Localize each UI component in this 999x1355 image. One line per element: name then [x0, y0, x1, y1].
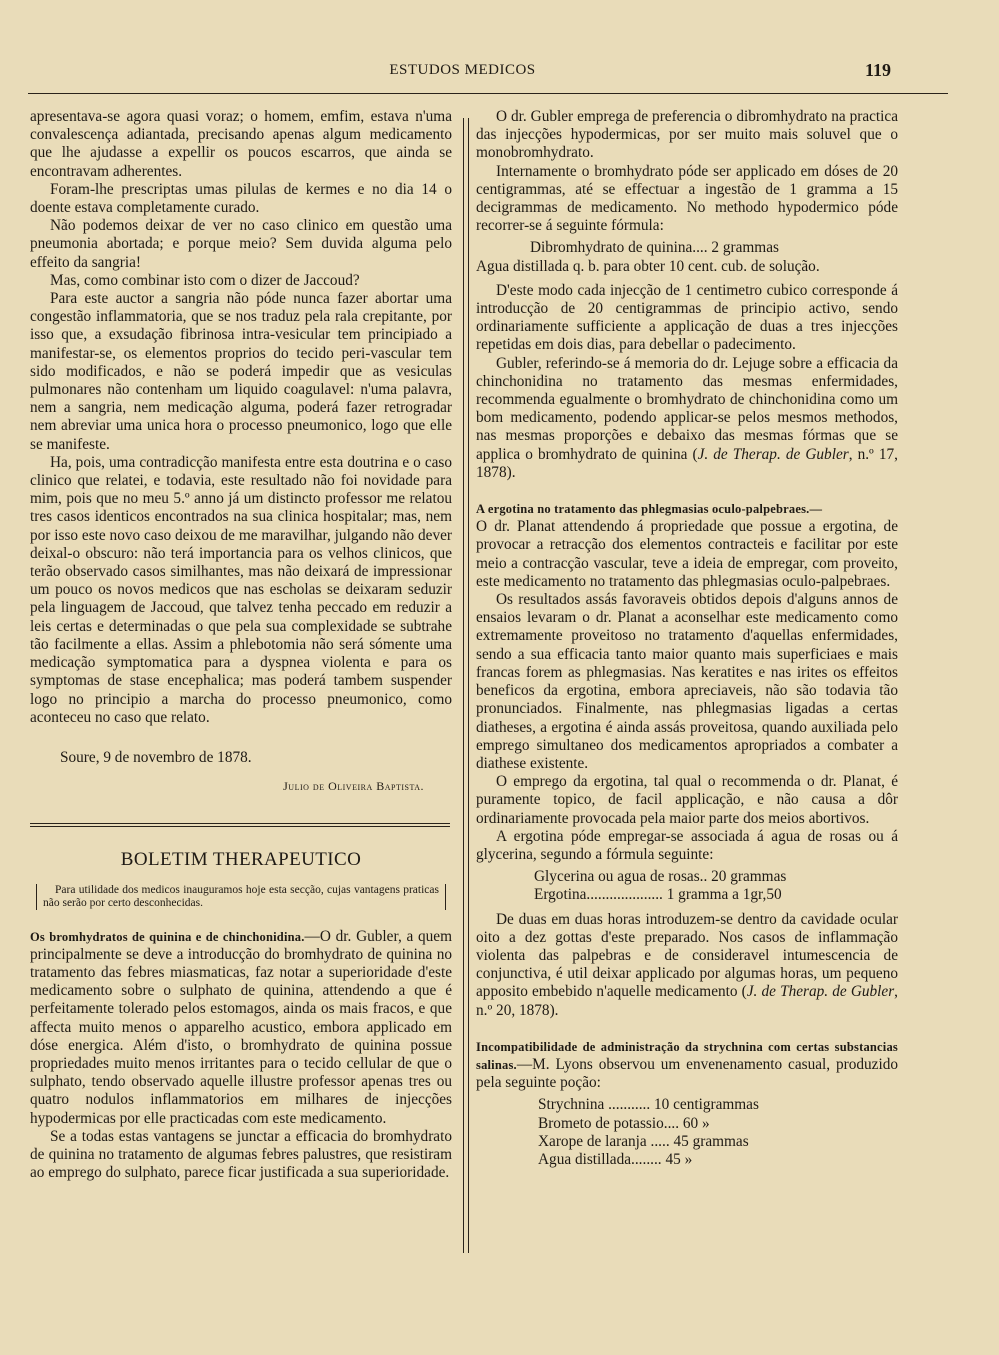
paragraph: Os resultados assás favoraveis obtidos depois d'alguns annos de ensaios levaram o dr. Planat a aconselhar este medicamento como extremamente proveitoso no tratamento d'aquellas enfermidades, sendo a sua efficacia tanto maior quanto mais superficiaes e mais francas forem as phlegmasias. Nas keratites e nas irites os effeitos beneficos da ergotina, embora apreciaveis, não são todavia tão pronunciados. Finalmente, nas phlegmasias ligadas a certas diatheses, a ergotina é ainda assás proveitosa, quando auxiliada pelo emprego simultaneo dos medicamentos apropriados a combater a diathese existente. — [476, 591, 898, 772]
paragraph: Mas, como combinar isto com o dizer de Jaccoud? — [50, 271, 360, 289]
paragraph: Foram-lhe prescriptas umas pilulas de kermes e no dia 14 o doente estava completamente curado. — [30, 180, 452, 217]
paragraph: O dr. Planat attendendo á propriedade que possue a ergotina, de provocar a retracção dos elementos contracteis e facilitar por este meio a contracção vascular, teve a ideia de empregar, com proveito, este medicamento no tratamento das phlegmasias oculo-palpebraes. — [476, 518, 898, 590]
article-paragraph — [30, 928, 452, 1128]
signoff-author: Julio de Oliveira Baptista. — [283, 779, 424, 794]
header-rule — [28, 93, 948, 94]
article-title: Os bromhydratos de quinina e de chinchonidina. — [30, 929, 305, 944]
formula — [476, 239, 898, 275]
right-column — [476, 108, 898, 1173]
article-text: —M. Lyons observou um envenenamento casual, produzido pela seguinte poção: — [476, 1055, 898, 1092]
column-divider — [463, 118, 469, 1253]
paragraph: Para este auctor a sangria não póde nunca fazer abortar uma congestão inflammatoria, que se nos traduz pela rala crepitante, por isso que, a exsudação fibrinosa intra-vesicular tem principiado a manifestar-se, os elementos proprios do tecido peri-vascular tem sido modificados, e não se poderá impedir que as vesiculas pulmonares não contenham um liquido coagulavel: n'uma palavra, nem a sangria, nem medicação alguma, poderá fazer retrogradar nem abreviar uma unica hora o processo pneumonico, logo que elle se manifeste. — [30, 290, 452, 453]
text: , n.º 20, 1878). — [476, 983, 898, 1019]
left-column — [30, 108, 452, 1182]
intro-box — [36, 884, 446, 910]
text: De duas em duas horas introduzem-se dentro da cavidade ocular oito a dez gottas d'este preparado. Nos casos de inflammação violenta das palpebras e de consideravel intumescencia de conjunctiva, é util deixar applicado por algumas horas, um pequeno apposito embebido n'aquelle medicamento ( — [476, 910, 898, 1001]
intro-text: Para utilidade dos medicos inauguramos hoje esta secção, cujas vantagens praticas não serão por certo desconhecidas. — [43, 883, 439, 909]
paragraph: Internamente o bromhydrato póde ser applicado em dóses de 20 centigrammas, até se effectuar a ingestão de 1 gramma a 15 decigrammas de medicamento. No methodo hypodermico póde recorrer-se á seguinte fórmula: — [476, 162, 898, 235]
citation: J. de Therap. de Gubler — [697, 445, 849, 463]
paragraph: apresentava-se agora quasi voraz; o homem, emfim, estava n'uma convalescença adiantada, precisando apenas algum medicamento que lhe ajudasse a expellir os poucos escarros, que ainda se encontravam adherentes. — [30, 108, 452, 180]
paragraph: A ergotina póde empregar-se associada á agua de rosas ou á glycerina, segundo a fórmula seguinte: — [476, 827, 898, 863]
formula-line: Agua distillada q. b. para obter 10 cent. cub. de solução. — [476, 257, 820, 275]
section-divider — [30, 823, 450, 827]
text: Gubler, referindo-se á memoria do dr. Lejuge sobre a efficacia da chinchonidina no tratamento das mesmas enfermidades, recommenda egualmente o bromhydrato de chinchonidina como um bom medicamento, podendo applicar-se pelos mesmos methodos, nas mesmas proporções e debaixo das mesmas fórmas que se applica o bromhydrato de quinina ( — [476, 354, 898, 463]
page-number: 119 — [864, 60, 891, 80]
paragraph: O dr. Gubler emprega de preferencia o dibromhydrato na practica das injecções hypodermicas, por ser muito mais soluvel que o monobromhydrato. — [476, 108, 898, 162]
formula — [476, 1096, 898, 1169]
page-header — [0, 56, 999, 86]
formula-line: Ergotina.................... 1 gramma a 1gr,50 — [534, 886, 782, 904]
citation: J. de Therap. de Gubler — [746, 983, 895, 1001]
article — [476, 1038, 898, 1169]
section-title: BOLETIM THERAPEUTICO — [120, 849, 362, 871]
formula-line: Strychnina ........... 10 centigrammas — [538, 1096, 759, 1114]
formula-line: Dibromhydrato de quinina.... 2 grammas — [530, 239, 779, 257]
signoff-date: Soure, 9 de novembro de 1878. — [60, 748, 252, 766]
article-title: Incompatibilidade de administração da strychnina com certas substancias salinas. — [476, 1039, 898, 1072]
formula-line: Brometo de potassio.... 60 » — [538, 1114, 710, 1132]
formula-line: Glycerina ou agua de rosas.. 20 grammas — [534, 868, 787, 886]
formula — [476, 868, 898, 904]
article-paragraph — [476, 1038, 898, 1093]
article — [476, 500, 898, 1020]
formula-line: Xarope de laranja ..... 45 grammas — [538, 1132, 749, 1150]
paragraph: Não podemos deixar de ver no caso clinico em questão uma pneumonia abortada; e porque meio? Sem duvida alguma pelo effeito da sangria! — [30, 217, 452, 271]
paragraph: Ha, pois, uma contradicção manifesta entre esta doutrina e o caso clinico que relatei, e todavia, este resultado não foi novidade para mim, pois que no meu 5.º anno já um distincto professor me relatou tres casos identicos encontrados na sua clinica hospitalar; mas, nem por isso este novo caso deixou de me maravilhar, julgando não dever deixal-o obscuro: não terá importancia para os velhos clinicos, que terão observado casos similhantes, mas não deixará de impressionar um pouco os novos medicos que nas escholas se deixaram seduzir pela linguagem de Jaccoud, que talvez tenha peccado em reduzir a leis certas e determinadas o que pela sua complexidade se subtrahe tão facilmente a ellas. Assim a phlebotomia não será sómente uma medicação symptomatica para a dyspnea violenta e para os symptomas de stase encephalica; mas poderá tambem suspender logo no principio a marcha do processo pneumonico, como aconteceu no caso que relato. — [30, 453, 452, 726]
running-title: ESTUDOS MEDICOS — [389, 62, 536, 78]
text: , n.º 17, 1878). — [476, 445, 898, 481]
paragraph — [476, 355, 898, 482]
article-text: —O dr. Gubler, a quem principalmente se deve a introducção do bromhydrato de quinina no tratamento das febres miasmaticas, faz notar a superioridade d'este medicamento sobre o sulphato de quinina, attendendo a que é perfeitamente tolerado pelos estomagos, ainda os mais fracos, e que affecta muito menos o apparelho acustico, embora applicado em dóse energica. Além d'isto, o bromhydrato de quinina possue propriedades muito menos irritantes para o tecido cellular de que o sulphato, tendo observado aquelle illustre professor apenas tres ou quatro nodulos inflammatorios em milhares de injecções hypodermicas por elle practicadas com este medicamento. — [30, 927, 452, 1127]
paragraph — [476, 911, 898, 1020]
formula-line: Agua distillada........ 45 » — [538, 1150, 693, 1168]
article-title: A ergotina no tratamento das phlegmasias oculo-palpebraes.— — [476, 502, 823, 517]
paragraph: D'este modo cada injecção de 1 centimetro cubico corresponde á introducção de 20 centigrammas de principio activo, sendo ordinariamente sufficiente a applicação de duas a tres injecções repetidas em dois dias, para debellar o padecimento. — [476, 281, 898, 354]
paragraph: O emprego da ergotina, tal qual o recommenda o dr. Planat, é puramente topico, de facil applicação, e não causa a dôr ordinariamente provocada pela maior parte dos meios abortivos. — [476, 773, 898, 827]
paragraph: Se a todas estas vantagens se junctar a efficacia do bromhydrato de quinina no tratamento de algumas febres palustres, que resistiram ao emprego do sulphato, parece ficar justificada a sua superioridade. — [30, 1127, 452, 1182]
